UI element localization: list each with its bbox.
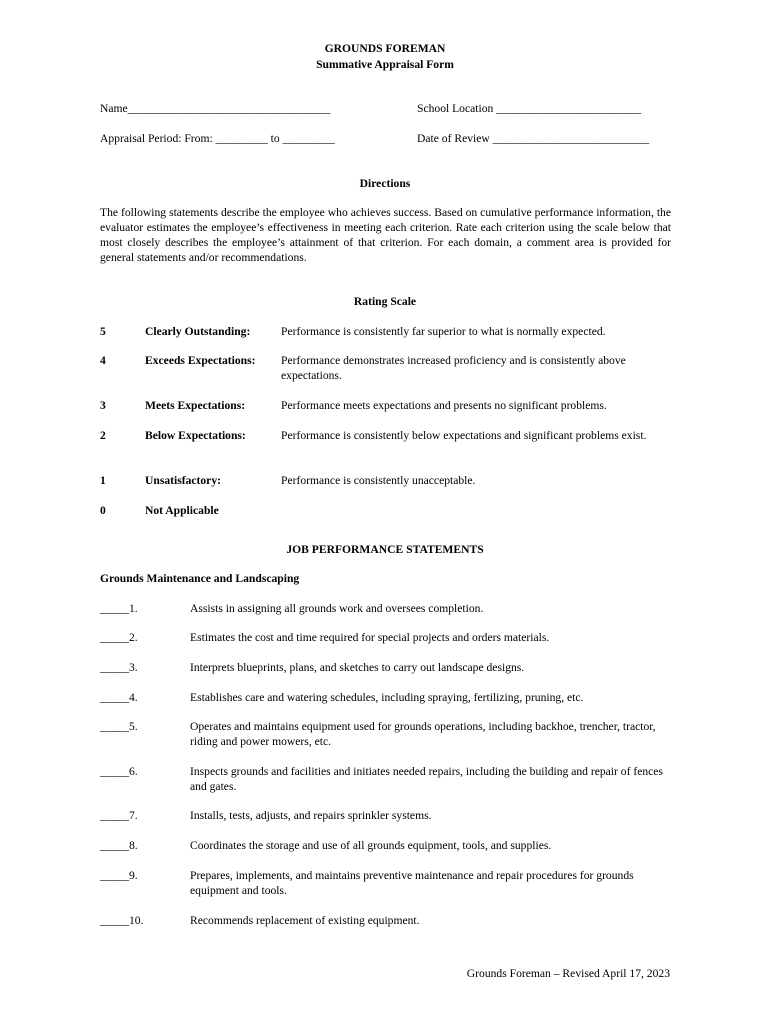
rating-label: Exceeds Expectations: xyxy=(145,354,256,367)
statement-text: Interprets blueprints, plans, and sketches to carry out landscape designs. xyxy=(190,661,525,674)
rating-blank: _____3. xyxy=(100,661,138,674)
rating-blank: _____2. xyxy=(100,631,138,644)
rating-number: 2 xyxy=(100,429,106,442)
rating-label: Clearly Outstanding: xyxy=(145,325,251,338)
rating-description: Performance is consistently far superior to what is normally expected. xyxy=(281,325,606,338)
statement-text: Operates and maintains equipment used for grounds operations, including backhoe, trencher, tractor, riding and power mowers, etc. xyxy=(190,720,656,748)
school-location-field: School Location _________________________ xyxy=(417,102,642,115)
rating-description: Performance demonstrates increased proficiency and is consistently above expectations. xyxy=(281,354,626,382)
rating-number: 4 xyxy=(100,354,106,367)
statement-text: Coordinates the storage and use of all grounds equipment, tools, and supplies. xyxy=(190,839,552,852)
rating-label: Below Expectations: xyxy=(145,429,246,442)
name-field: Name___________________________________ xyxy=(100,102,331,115)
date-of-review-field: Date of Review ___________________________ xyxy=(417,132,650,145)
page-title: GROUNDS FOREMAN xyxy=(324,42,446,55)
rating-description: Performance meets expectations and presents no significant problems. xyxy=(281,399,607,412)
rating-blank: _____4. xyxy=(100,691,138,704)
directions-heading: Directions xyxy=(359,177,411,190)
directions-text: The following statements describe the employee who achieves success. Based on cumulative performance information, the evaluator estimates the employee’s effectiveness in meeting each criterion. Rate each criterion using the scale below that most closely describes the employee’s attainment of that criterion. For each domain, a comment area is provided for general statements and/or recommendations. xyxy=(100,206,671,264)
rating-blank: _____7. xyxy=(100,809,138,822)
statement-text: Installs, tests, adjusts, and repairs sprinkler systems. xyxy=(190,809,432,822)
rating-description: Performance is consistently below expectations and significant problems exist. xyxy=(281,429,647,442)
statements-heading: JOB PERFORMANCE STATEMENTS xyxy=(286,543,484,556)
statement-text: Inspects grounds and facilities and initiates needed repairs, including the building and repair of fences and gates. xyxy=(190,765,663,793)
rating-number: 1 xyxy=(100,474,106,487)
statement-text: Assists in assigning all grounds work and oversees completion. xyxy=(190,602,484,615)
rating-label: Meets Expectations: xyxy=(145,399,246,412)
rating-blank: _____8. xyxy=(100,839,138,852)
statement-text: Recommends replacement of existing equipment. xyxy=(190,914,420,927)
page-footer: Grounds Foreman – Revised April 17, 2023 xyxy=(466,967,670,980)
rating-label: Not Applicable xyxy=(145,504,219,517)
rating-label: Unsatisfactory: xyxy=(145,474,221,487)
rating-blank: _____6. xyxy=(100,765,138,778)
rating-description: Performance is consistently unacceptable. xyxy=(281,474,476,487)
statement-text: Prepares, implements, and maintains preventive maintenance and repair procedures for grounds equipment and tools. xyxy=(190,869,634,897)
rating-number: 0 xyxy=(100,504,106,517)
rating-blank: _____1. xyxy=(100,602,138,615)
rating-number: 3 xyxy=(100,399,106,412)
rating-scale-heading: Rating Scale xyxy=(353,295,417,308)
appraisal-period-field: Appraisal Period: From: _________ to _________ xyxy=(100,132,335,145)
statement-text: Estimates the cost and time required for special projects and orders materials. xyxy=(190,631,550,644)
page-subtitle: Summative Appraisal Form xyxy=(316,58,454,71)
section-heading: Grounds Maintenance and Landscaping xyxy=(100,572,300,585)
statement-text: Establishes care and watering schedules, including spraying, fertilizing, pruning, etc. xyxy=(190,691,584,704)
rating-blank: _____10. xyxy=(100,914,144,927)
rating-blank: _____5. xyxy=(100,720,138,733)
rating-number: 5 xyxy=(100,325,106,338)
rating-blank: _____9. xyxy=(100,869,138,882)
